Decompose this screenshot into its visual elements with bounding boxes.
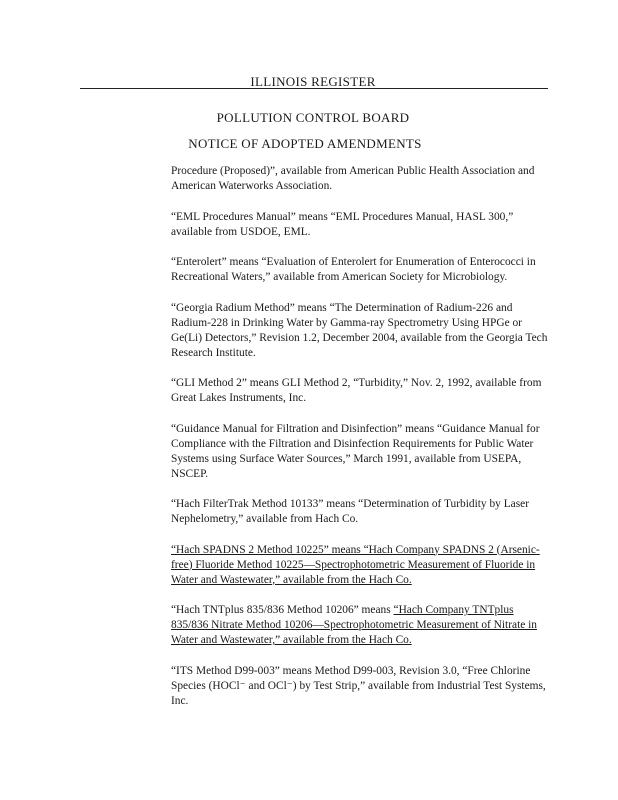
paragraph-eml-manual: “EML Procedures Manual” means “EML Procedures Manual, HASL 300,” available from USDOE, EML.: [171, 210, 514, 238]
paragraph-its-method: “ITS Method D99-003” means Method D99-003, Revision 3.0, “Free Chlorine Species (HOCl⁻ and OCl⁻) by Test Strip,” available from Industrial Test Systems, Inc.: [171, 664, 546, 707]
paragraph-hach-spadns: “Hach SPADNS 2 Method 10225” means “Hach Company SPADNS 2 (Arsenic-free) Fluoride Method 10225—Spectrophotometric Measurement of Fluoride in Water and Wastewater,” available from the Hach Co.: [171, 543, 540, 586]
paragraph-hach-filtertrak: “Hach FilterTrak Method 10133” means “Determination of Turbidity by Laser Nephelometry,” available from Hach Co.: [171, 498, 530, 525]
paragraph-apha-procedure: Procedure (Proposed)”, available from American Public Health Association and American Waterworks Association.: [171, 165, 535, 192]
tntplus-plain-text: “Hach TNTplus 835/836 Method 10206” means: [171, 604, 394, 616]
paragraph-gli-method: “GLI Method 2” means GLI Method 2, “Turbidity,” Nov. 2, 1992, available from Great Lakes Instruments, Inc.: [171, 377, 542, 404]
paragraph-georgia-radium: “Georgia Radium Method” means “The Determination of Radium-226 and Radium-228 in Drinking Water by Gamma-ray Spectrometry Using HPGe or Ge(Li) Detectors,” Revision 1.2, December 2004, available from the Georgia Tech Research Institute.: [171, 301, 548, 359]
paragraph-enterolert: “Enterolert” means “Evaluation of Enterolert for Enumeration of Enterococci in Recreational Waters,” available from American Society for Microbiology.: [171, 256, 536, 283]
header-rule: [80, 88, 548, 89]
paragraph-guidance-manual: “Guidance Manual for Filtration and Disinfection” means “Guidance Manual for Compliance with the Filtration and Disinfection Requirements for Public Water Systems using Surface Water Sources,” March 1991, available from USEPA, NSCEP.: [171, 422, 540, 480]
board-title: POLLUTION CONTROL BOARD: [216, 110, 410, 125]
register-title: ILLINOIS REGISTER: [250, 74, 376, 89]
notice-title: NOTICE OF ADOPTED AMENDMENTS: [188, 136, 422, 151]
document-body: [171, 164, 551, 724]
paragraph-hach-tntplus: [171, 603, 551, 648]
tntplus-underlined-text: “Hach Company TNTplus 835/836 Nitrate Method 10206—Spectrophotometric Measurement of Nitrate in Water and Wastewater,” available from the Hach Co.: [171, 604, 537, 646]
